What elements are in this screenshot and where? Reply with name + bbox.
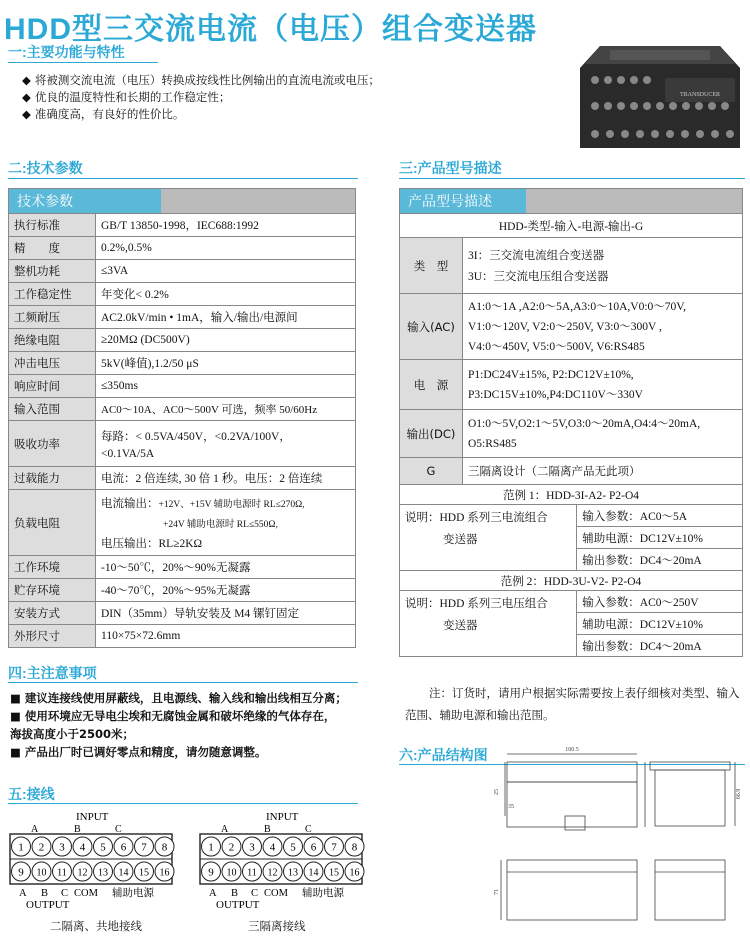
input-label: INPUT (76, 811, 109, 823)
terminal-label: B (231, 888, 239, 899)
terminal-number: 2 (228, 841, 235, 854)
spec-value: -10～50℃，20%～90%无凝露 (96, 556, 356, 579)
model-label: 输入(AC) (400, 294, 463, 360)
terminal-number: 11 (57, 867, 67, 879)
terminal-number: 10 (226, 867, 237, 879)
model-label: 输出(DC) (400, 410, 463, 458)
terminal-letter: B (74, 824, 81, 835)
dim-h1: 25 (494, 789, 500, 795)
terminal-label: B (41, 888, 49, 899)
terminal-number: 7 (141, 841, 147, 854)
spec-value: 110×75×72.6mm (96, 625, 356, 648)
spec-label: 整机功耗 (9, 260, 96, 283)
terminal-number: 11 (247, 867, 257, 879)
model-format: HDD-类型-输入-电源-输出-G (400, 214, 743, 238)
example-param: 输出参数：DC4～20mA (577, 635, 743, 657)
section-features-heading: 一:主要功能与特性 (8, 44, 125, 60)
terminal-number: 3 (249, 841, 255, 854)
spec-value: GB/T 13850-1998，IEC688:1992 (96, 214, 356, 237)
terminal-number: 12 (77, 867, 88, 879)
spec-value: ≥20MΩ (DC500V) (96, 329, 356, 352)
spec-label: 精 度 (9, 237, 96, 260)
page-title: HDD型三交流电流（电压）组合变送器 (4, 13, 537, 46)
terminal-letter: C (115, 824, 122, 835)
section-structure-heading: 六:产品结构图 (399, 747, 488, 763)
example-param: 辅助电源：DC12V±10% (577, 613, 743, 635)
section-notes-heading: 四:主注意事项 (8, 665, 97, 681)
note-item: ■ 产品出厂时已调好零点和精度，请勿随意调整。 (10, 745, 267, 759)
dim-h4: 71 (494, 889, 500, 895)
terminal-number: 10 (36, 867, 47, 879)
model-value: 三隔离设计（二隔离产品无此项） (463, 458, 743, 485)
order-note: 注：订货时，请用户根据实际需要按上表仔细核对类型、输入范围、辅助电源和输出范围。 (405, 686, 740, 722)
spec-label: 工频耐压 (9, 306, 96, 329)
spec-label: 过载能力 (9, 467, 96, 490)
output-label: OUTPUT (216, 899, 260, 911)
terminal-number: 5 (290, 841, 296, 854)
tech-table-header: 技术参数 (9, 189, 356, 214)
wiring-caption-1: 二隔离、共地接线 (50, 919, 142, 933)
terminal-label: 辅助电源 (302, 888, 344, 899)
spec-label: 工作环境 (9, 556, 96, 579)
model-value: A1:0～1A ,A2:0～5A,A3:0～10A,V0:0～70V, V1:0～120V, V2:0～250V, V3:0～300V , V4:0～450V, V5:0～500V, V6:RS485 (463, 294, 743, 360)
terminal-label: C (251, 888, 259, 899)
wiring-diagram (8, 808, 378, 916)
terminal-label: A (19, 888, 27, 899)
model-table-header: 产品型号描述 (400, 189, 743, 214)
spec-value: 电流：2 倍连续, 30 倍 1 秒。电压：2 倍连续 (96, 467, 356, 490)
terminal-number: 16 (159, 867, 170, 879)
terminal-number: 4 (79, 841, 86, 854)
dim-h3: 66.9 (736, 788, 742, 800)
terminal-number: 16 (349, 867, 360, 879)
spec-label: 外形尺寸 (9, 625, 96, 648)
terminal-number: 6 (120, 841, 127, 854)
terminal-number: 6 (310, 841, 317, 854)
spec-label: 吸收功率 (9, 421, 96, 467)
note-item: 海拔高度小于2500米； (10, 727, 135, 741)
spec-value: 5kV(峰值),1.2/50 μS (96, 352, 356, 375)
spec-label: 安装方式 (9, 602, 96, 625)
spec-value: 电流输出：+12V、+15V 辅助电源时 RL≤270Ω, +24V 辅助电源时 RL≤550Ω, 电压输出：RL≥2KΩ (96, 490, 356, 556)
terminal-label: A (209, 888, 217, 899)
example-param: 输出参数：DC4～20mA (577, 549, 743, 571)
terminal-number: 5 (100, 841, 106, 854)
terminal-number: 8 (351, 841, 358, 854)
feature-item: ◆ 优良的温度特性和长期的工作稳定性； (22, 90, 231, 104)
spec-value: AC0～10A、AC0～500V 可选，频率 50/60Hz (96, 398, 356, 421)
dim-width: 100.5 (565, 747, 579, 753)
input-label: INPUT (266, 811, 299, 823)
terminal-number: 15 (329, 867, 339, 879)
example-desc: 说明：HDD 系列三电流组合 变送器 (400, 505, 577, 571)
dim-h2: 35 (508, 804, 514, 810)
spec-label: 绝缘电阻 (9, 329, 96, 352)
spec-label: 输入范围 (9, 398, 96, 421)
spec-label: 冲击电压 (9, 352, 96, 375)
terminal-number: 9 (18, 866, 24, 879)
example-title: 范例 1：HDD-3I-A2- P2-O4 (400, 485, 743, 505)
spec-label: 贮存环境 (9, 579, 96, 602)
spec-value: 年变化< 0.2% (96, 283, 356, 306)
section-wiring-heading: 五:接线 (8, 786, 55, 802)
divider (8, 682, 358, 683)
model-label: 电 源 (400, 360, 463, 410)
divider (8, 62, 158, 63)
example-param: 辅助电源：DC12V±10% (577, 527, 743, 549)
section-tech-heading: 二:技术参数 (8, 160, 83, 176)
note-item: ■ 建议连接线使用屏蔽线，且电源线、输入线和输出线相互分离； (10, 691, 347, 705)
terminal-number: 9 (208, 866, 214, 879)
model-value: O1:0～5V,O2:1～5V,O3:0～20mA,O4:4～20mA, O5:RS485 (463, 410, 743, 458)
spec-label: 响应时间 (9, 375, 96, 398)
output-label: OUTPUT (26, 899, 70, 911)
terminal-number: 12 (267, 867, 278, 879)
terminal-number: 1 (208, 841, 214, 854)
feature-item: ◆ 准确度高，有良好的性价比。 (22, 107, 185, 121)
terminal-number: 3 (59, 841, 65, 854)
model-label: G (400, 458, 463, 485)
terminal-number: 15 (139, 867, 149, 879)
model-label: 类 型 (400, 238, 463, 294)
spec-value: ≤3VA (96, 260, 356, 283)
feature-item: ◆ 将被测交流电流（电压）转换成按线性比例输出的直流电流或电压； (22, 73, 380, 87)
section-model-heading: 三:产品型号描述 (399, 160, 502, 176)
terminal-letter: A (221, 824, 229, 835)
tech-spec-table (8, 188, 356, 648)
spec-label: 负载电阻 (9, 490, 96, 556)
terminal-number: 2 (38, 841, 45, 854)
spec-value: ≤350ms (96, 375, 356, 398)
example-param: 输入参数：AC0～250V (577, 591, 743, 613)
terminal-number: 13 (288, 867, 298, 879)
note-item: ■ 使用环境应无导电尘埃和无腐蚀金属和破坏绝缘的气体存在， (10, 709, 336, 723)
spec-value: 每路：< 0.5VA/450V，<0.2VA/100V， <0.1VA/5A (96, 421, 356, 467)
terminal-number: 13 (98, 867, 108, 879)
divider (8, 178, 358, 179)
spec-value: AC2.0kV/min • 1mA，输入/输出/电源间 (96, 306, 356, 329)
spec-value: DIN（35mm）导轨安装及 M4 镙钉固定 (96, 602, 356, 625)
spec-value: 0.2%,0.5% (96, 237, 356, 260)
spec-label: 执行标准 (9, 214, 96, 237)
terminal-letter: A (31, 824, 39, 835)
example-title: 范例 2：HDD-3U-V2- P2-O4 (400, 571, 743, 591)
terminal-number: 7 (331, 841, 337, 854)
terminal-number: 8 (161, 841, 168, 854)
model-value: P1:DC24V±15%, P2:DC12V±10%, P3:DC15V±10%,P4:DC110V～330V (463, 360, 743, 410)
product-photo (570, 38, 745, 154)
model-table (399, 188, 743, 657)
terminal-letter: B (264, 824, 271, 835)
model-value: 3I：三交流电流组合变送器 3U：三交流电压组合变送器 (463, 238, 743, 294)
terminal-number: 14 (308, 867, 319, 879)
terminal-number: 14 (118, 867, 129, 879)
terminal-letter: C (305, 824, 312, 835)
terminal-label: C (61, 888, 69, 899)
divider (8, 803, 358, 804)
wiring-caption-2: 三隔离接线 (248, 919, 306, 933)
terminal-label: 辅助电源 (112, 888, 154, 899)
brand-label: TRANSDUCER (679, 92, 721, 98)
terminal-label: COM (74, 888, 98, 899)
spec-value: -40～70℃，20%～95%无凝露 (96, 579, 356, 602)
example-param: 输入参数：AC0～5A (577, 505, 743, 527)
terminal-number: 1 (18, 841, 24, 854)
terminal-label: COM (264, 888, 288, 899)
divider (399, 178, 745, 179)
structure-drawing (495, 740, 745, 936)
example-desc: 说明：HDD 系列三电压组合 变送器 (400, 591, 577, 657)
spec-label: 工作稳定性 (9, 283, 96, 306)
terminal-number: 4 (269, 841, 276, 854)
